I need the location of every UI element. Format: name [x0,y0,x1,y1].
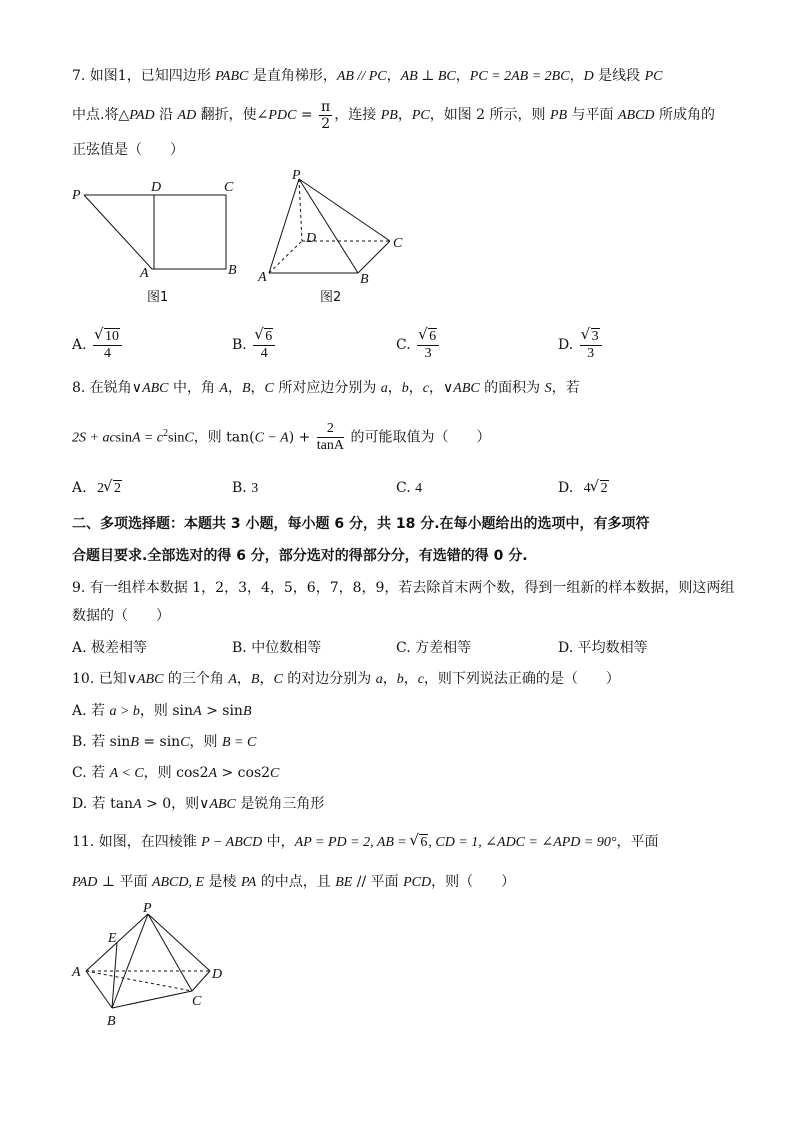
edge-PB [299,179,358,273]
q11-stem-line2: PAD ⊥ 平面 ABCD, E 是棱 PA 的中点，且 BE // 平面 PCD，则（ ） [72,874,516,890]
label-A: A [72,965,81,980]
diagonal-AC [86,971,192,991]
q7-option-c[interactable]: C. √ $\frac{6}{3}$ [396,328,441,362]
q7-option-d[interactable]: D. √ $\frac{3}{3}$ [558,328,604,362]
q7-options [72,322,732,362]
q7-stem-line3: 正弦值是（ ） [72,142,184,158]
q8-stem-line2: $2S + acsinA = c^2\sin C$，则 tan(C − A) + $\frac{2}{\tan A}$ 的可能取值为（ ） [72,421,491,454]
q7-option-b[interactable]: B. √ $\frac{6}{4}$ [232,328,277,362]
label-B: B [360,272,369,287]
q10-stem: 10. 已知∨ABC 的三个角 A，B，C 的对边分别为 a，b，c，则下列说法正确的是（ ） [72,671,620,687]
q8-option-d[interactable]: D. 4√ 2 [558,478,609,499]
q7-figure-1 [66,175,256,310]
q10-option-b[interactable]: B. 若 sinB = sinC，则 B = C [72,734,257,750]
label-D: D [151,180,162,195]
q8-stem-line1: 8. 在锐角∨ABC 中，角 A，B，C 所对应边分别为 a，b，c，∨ABC 的面积为 S，若 [72,380,580,396]
trapezoid-outline [84,195,226,269]
label-B: B [107,1014,116,1029]
q8-option-a[interactable]: A. 2√ 2 [72,478,122,499]
figure-2-caption: 图2 [320,290,342,305]
label-D: D [306,231,317,246]
edge-AB [86,971,112,1008]
label-A: A [258,270,267,285]
label-E: E [108,931,117,946]
q7-option-a[interactable]: A. √ $\frac{10}{4}$ [72,328,124,362]
q8-options [72,476,732,516]
edge-PC [148,914,192,991]
q9-option-d[interactable]: D. 平均数相等 [558,640,648,656]
q7-stem-line1: 7. 如图1，已知四边形 PABC 是直角梯形，AB // PC，AB ⊥ BC，PC = 2AB = 2BC，D 是线段 PC [72,68,663,84]
label-A: A [140,266,149,281]
q8-option-c[interactable]: C. 4 [396,480,423,496]
label-B: B [228,263,237,278]
label-D: D [212,967,223,982]
figure-1-caption: 图1 [147,290,169,305]
edge-BC [358,241,390,273]
label-P: P [72,188,81,203]
section-2-heading-line1: 二、多项选择题：本题共 3 小题，每小题 6 分，共 18 分.在每小题给出的选项中，有多项符 [72,516,650,532]
q9-stem-line1: 9. 有一组样本数据 1，2，3，4，5，6，7，8，9，若去除首末两个数，得到一组新的样本数据，则这两组 [72,580,735,596]
q11-figure-pyramid [66,898,246,1033]
edge-PA [86,914,148,971]
q9-stem-line2: 数据的（ ） [72,608,170,624]
q10-option-a[interactable]: A. 若 a > b，则 sinA > sinB [72,703,252,719]
q10-option-c[interactable]: C. 若 A < C，则 cos2A > cos2C [72,765,280,781]
label-C: C [224,180,234,195]
edge-PD [148,914,210,971]
label-P: P [143,901,152,916]
q7-stem-line2: 中点.将△PAD 沿 AD 翻折，使∠PDC = $\frac{\pi}{2}$ ，连接 PB，PC，如图 2 所示，则 PB 与平面 ABCD 所成角的 [72,98,715,132]
q10-option-d[interactable]: D. 若 tanA > 0，则∨ABC 是锐角三角形 [72,796,325,812]
q7-figure-2 [256,165,416,310]
edge-PB [112,914,148,1008]
label-C: C [393,236,403,251]
section-2-heading-line2: 合题目要求.全部选对的得 6 分，部分选对的得部分分，有选错的得 0 分. [72,548,528,564]
edge-PD [299,179,302,241]
two-over-tanA-fraction: $\frac{2}{\tan A}$ [316,421,344,454]
label-P: P [292,168,301,183]
q11-stem-line1: 11. 如图，在四棱锥 P − ABCD 中，AP = PD = 2, AB = √ 6, CD = 1, ∠ADC = ∠APD = 90°，平面 [72,832,720,853]
pi-over-2-fraction: $\frac{\pi}{2}$ [321,98,331,132]
q9-option-b[interactable]: B. 中位数相等 [232,640,322,656]
edge-BC [112,991,192,1008]
label-C: C [192,994,202,1009]
q8-option-b[interactable]: B. 3 [232,480,259,496]
q9-option-c[interactable]: C. 方差相等 [396,640,472,656]
q9-option-a[interactable]: A. 极差相等 [72,640,148,656]
edge-CD [192,971,210,991]
